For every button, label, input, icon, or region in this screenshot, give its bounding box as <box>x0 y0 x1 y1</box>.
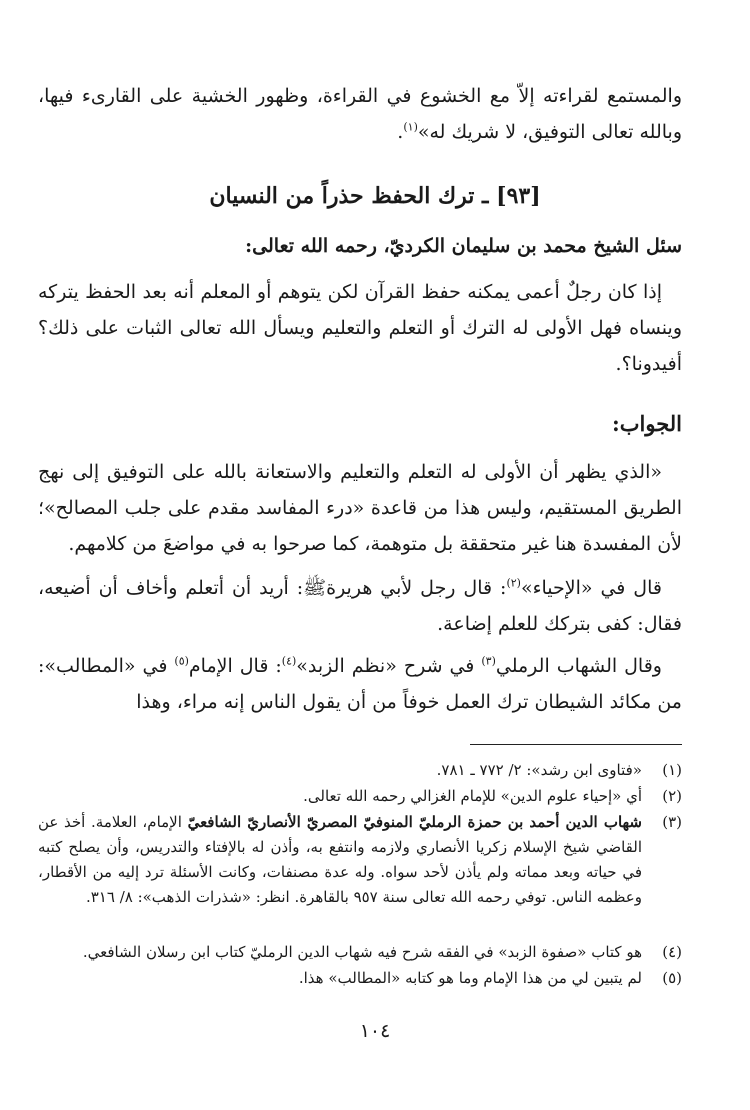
footnote-text: أي «إحياء علوم الدين» للإمام الغزالي رحمه الله تعالى. <box>303 787 642 805</box>
footnote-number: (٤) <box>662 943 682 961</box>
footnote-ref-2[interactable]: (٢) <box>506 576 521 590</box>
footnote-text: لم يتبين لي من هذا الإمام وما هو كتابه «المطالب» هذا. <box>298 969 642 987</box>
footnote-number: (٥) <box>662 969 682 987</box>
footnote-text: هو كتاب «صفوة الزبد» في الفقه شرح فيه شهاب الدين الرمليّ كتاب ابن رسلان الشافعي. <box>82 943 642 961</box>
question-intro: سئل الشيخ محمد بن سليمان الكرديّ، رحمه الله تعالى: <box>245 235 682 257</box>
footnote-ref-3[interactable]: (٣) <box>481 654 496 668</box>
footnote-4 <box>38 940 682 965</box>
footnote-5 <box>38 966 682 991</box>
footnote-3 <box>38 810 682 910</box>
footnote-person-name: شهاب الدين أحمد بن حمزة الرمليّ المنوفيّ المصريّ الأنصاريّ الشافعيّ <box>187 813 643 831</box>
footnote-1 <box>38 758 682 783</box>
footnote-text: شهاب الدين أحمد بن حمزة الرمليّ المنوفيّ المصريّ الأنصاريّ الشافعيّ الإمام، العلامة. أخذ عن القاضي شيخ الإسلام زكريا الأنصاري ولازمه وانتفع به، وأذن له بالإفتاء والتدريس، وأن يصلح كتبه في حياته وبعد مماته ولم يأذن لأحد سواه. وله عدة مصنفات، وكانت الأسئلة ترد إليه من الأقطار، وعظمه الناس. توفي رحمه الله تعالى سنة ٩٥٧ بالقاهرة. انظر: «شذرات الذهب»: ٨/ ٣١٦. <box>38 813 643 906</box>
answer-paragraph-3: وقال الشهاب الرملي$^{(٣)}$ في شرح «نظم الزبد»$^{(٤)}$: قال الإمام$^{(٥)}$ في «المطالب»: من مكائد الشيطان ترك العمل خوفاً من أن يقول الناس إنه مراء، وهذا <box>38 654 682 713</box>
answer-paragraph-2: قال في «الإحياء»$^{(٢)}$: قال رجل لأبي هريرةﷺ: أريد أن أتعلم وأخاف أن أضيعه، فقال: كفى بتركك للعلم إضاعة. <box>38 576 682 635</box>
answer-label: الجواب: <box>612 411 682 436</box>
footnote-ref-1[interactable]: (١) <box>403 120 418 134</box>
answer-paragraph-1: «الذي يظهر أن الأولى له التعلم والتعليم والاستعانة بالله على التوفيق إلى نهج الطريق المستقيم، وليس هذا من قاعدة «درء المفاسد مقدم على جلب المصالح»؛ لأن المفسدة هنا غير متحققة بل متوهمة، كما صرحوا به في مواضعَ من كلامهم. <box>38 461 682 555</box>
page-number: ١٠٤ <box>359 1020 391 1042</box>
footnote-ref-4[interactable]: (٤) <box>281 654 297 668</box>
footnote-2 <box>38 784 682 809</box>
footnote-separator <box>470 744 682 745</box>
footnote-number: (١) <box>662 761 682 779</box>
question-text: إذا كان رجلٌ أعمى يمكنه حفظ القرآن لكن يتوهم أو المعلم أنه بعد الحفظ يتركه وينساه فهل الأولى له الترك أو التعلم والتعليم ويسأل الله تعالى الثبات على ذلك؟ أفيدونا؟. <box>38 281 682 375</box>
footnote-ref-5[interactable]: (٥) <box>174 654 189 668</box>
section-heading: [٩٣] ـ ترك الحفظ حذراً من النسيان <box>209 183 541 209</box>
footnote-number: (٣) <box>662 813 682 831</box>
footnote-text: «فتاوى ابن رشد»: ٢/ ٧٧٢ ـ ٧٨١. <box>436 761 642 779</box>
top-paragraph: والمستمع لقراءته إلاّ مع الخشوع في القراءة، وظهور الخشية على القارىء فيها، وبالله تعالى التوفيق، لا شريك له»$^{(١)}$. <box>38 85 682 143</box>
footnote-number: (٢) <box>662 787 682 805</box>
